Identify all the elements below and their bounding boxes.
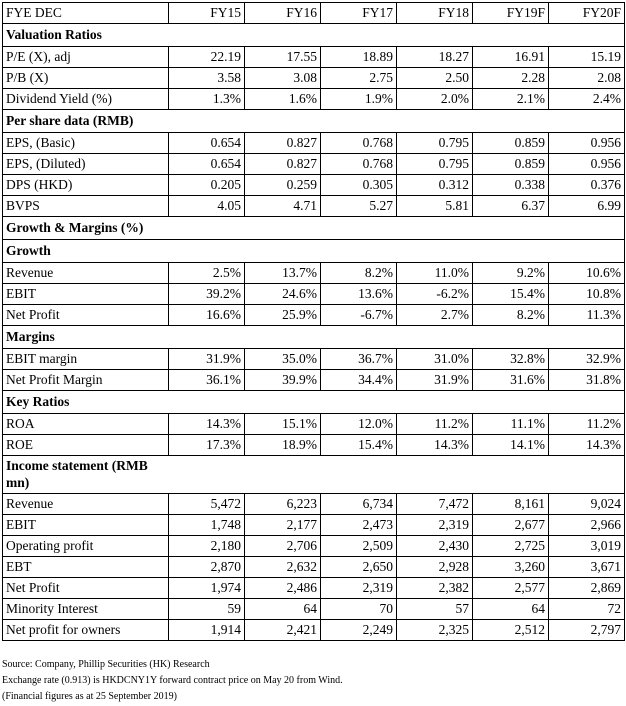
year-header: FY15 [169,3,245,24]
row-label: Net Profit [3,305,169,326]
section-header-row [3,217,625,240]
section-title: Growth [3,240,169,263]
section-blank-cell [169,326,245,349]
table-row [3,133,625,154]
value-cell: 10.8% [549,284,625,305]
footnotes [2,657,343,705]
section-blank-cell [397,456,473,494]
row-label: Revenue [3,494,169,515]
section-header-row [3,24,625,47]
table-row [3,89,625,110]
table-row [3,47,625,68]
year-header: FY18 [397,3,473,24]
value-cell: 18.9% [245,435,321,456]
value-cell: 2.28 [473,68,549,89]
value-cell: 2,509 [321,536,397,557]
value-cell: 6,734 [321,494,397,515]
value-cell: 2,421 [245,620,321,641]
value-cell: 0.827 [245,133,321,154]
value-cell: 70 [321,599,397,620]
value-cell: 0.859 [473,154,549,175]
table-row [3,515,625,536]
section-blank-cell [245,391,321,414]
financial-table-body [3,3,625,641]
value-cell: 0.259 [245,175,321,196]
value-cell: 31.6% [473,370,549,391]
value-cell: 2,632 [245,557,321,578]
value-cell: 3,671 [549,557,625,578]
value-cell: 6.99 [549,196,625,217]
value-cell: 5.27 [321,196,397,217]
table-row [3,414,625,435]
section-blank-cell [397,326,473,349]
value-cell: 2,430 [397,536,473,557]
row-label: P/E (X), adj [3,47,169,68]
year-header: FY17 [321,3,397,24]
financial-table [2,2,625,641]
value-cell: 8,161 [473,494,549,515]
header-row [3,3,625,24]
value-cell: 9.2% [473,263,549,284]
value-cell: 0.376 [549,175,625,196]
table-row [3,154,625,175]
fye-label: FYE DEC [3,3,169,24]
section-blank-cell [169,240,245,263]
row-label: ROE [3,435,169,456]
table-row [3,370,625,391]
section-blank-cell [397,240,473,263]
value-cell: 18.89 [321,47,397,68]
section-blank-cell [321,391,397,414]
row-label: Net Profit [3,578,169,599]
value-cell: 57 [397,599,473,620]
value-cell: 0.795 [397,154,473,175]
value-cell: 3.58 [169,68,245,89]
value-cell: 11.2% [549,414,625,435]
row-label: DPS (HKD) [3,175,169,196]
section-header-row [3,110,625,133]
value-cell: 15.4% [321,435,397,456]
row-label: EPS, (Basic) [3,133,169,154]
section-header-row [3,456,625,494]
section-blank-cell [473,240,549,263]
value-cell: 0.768 [321,154,397,175]
section-blank-cell [245,326,321,349]
value-cell: 10.6% [549,263,625,284]
section-blank-cell [473,391,549,414]
section-blank-cell [549,326,625,349]
table-row [3,599,625,620]
row-label: ROA [3,414,169,435]
value-cell: 2.50 [397,68,473,89]
value-cell: 2.0% [397,89,473,110]
value-cell: 8.2% [321,263,397,284]
value-cell: 36.1% [169,370,245,391]
value-cell: 2,725 [473,536,549,557]
table-row [3,305,625,326]
section-title: Per share data (RMB) [3,110,169,133]
value-cell: 0.305 [321,175,397,196]
section-blank-cell [321,326,397,349]
section-blank-cell [321,240,397,263]
section-title: Margins [3,326,169,349]
value-cell: 35.0% [245,349,321,370]
section-blank-cell [169,456,245,494]
value-cell: 2,966 [549,515,625,536]
table-row [3,175,625,196]
value-cell: 2,325 [397,620,473,641]
section-blank-cell [245,240,321,263]
section-blank-cell [321,24,397,47]
row-label: EBT [3,557,169,578]
table-row [3,557,625,578]
section-blank-cell [169,110,245,133]
value-cell: 6.37 [473,196,549,217]
section-title: Valuation Ratios [3,24,169,47]
value-cell: 2.1% [473,89,549,110]
value-cell: 34.4% [321,370,397,391]
value-cell: 22.19 [169,47,245,68]
row-label: Minority Interest [3,599,169,620]
row-label: Dividend Yield (%) [3,89,169,110]
value-cell: 2.7% [397,305,473,326]
value-cell: 72 [549,599,625,620]
value-cell: 1,914 [169,620,245,641]
value-cell: 0.956 [549,133,625,154]
value-cell: 11.1% [473,414,549,435]
value-cell: 2,677 [473,515,549,536]
section-blank-cell [245,110,321,133]
section-blank-cell [473,110,549,133]
value-cell: 0.795 [397,133,473,154]
section-blank-cell [473,24,549,47]
value-cell: 39.9% [245,370,321,391]
section-blank-cell [245,456,321,494]
value-cell: 16.91 [473,47,549,68]
table-row [3,435,625,456]
value-cell: 31.8% [549,370,625,391]
row-label: P/B (X) [3,68,169,89]
value-cell: 0.859 [473,133,549,154]
value-cell: 12.0% [321,414,397,435]
value-cell: 2,177 [245,515,321,536]
value-cell: 13.7% [245,263,321,284]
value-cell: 6,223 [245,494,321,515]
row-label: EBIT margin [3,349,169,370]
section-blank-cell [321,110,397,133]
section-blank-cell [169,24,245,47]
value-cell: 17.3% [169,435,245,456]
value-cell: 0.827 [245,154,321,175]
value-cell: 5,472 [169,494,245,515]
value-cell: 2,180 [169,536,245,557]
value-cell: 0.205 [169,175,245,196]
value-cell: 11.3% [549,305,625,326]
value-cell: 2,382 [397,578,473,599]
value-cell: 25.9% [245,305,321,326]
source-note: Source: Company, Phillip Securities (HK) Research [2,659,210,670]
row-label: Net Profit Margin [3,370,169,391]
row-label: EBIT [3,515,169,536]
section-blank-cell [321,217,397,240]
section-blank-cell [473,326,549,349]
value-cell: 11.2% [397,414,473,435]
section-blank-cell [549,217,625,240]
section-blank-cell [169,217,245,240]
value-cell: 4.05 [169,196,245,217]
value-cell: 13.6% [321,284,397,305]
table-row [3,536,625,557]
value-cell: 0.654 [169,133,245,154]
value-cell: 5.81 [397,196,473,217]
value-cell: 0.312 [397,175,473,196]
value-cell: 1,748 [169,515,245,536]
value-cell: 16.6% [169,305,245,326]
table-row [3,494,625,515]
value-cell: 14.3% [397,435,473,456]
row-label: EPS, (Diluted) [3,154,169,175]
exchange-rate-note: Exchange rate (0.913) is HKDCNY1Y forward contract price on May 20 from Wind. [2,675,343,686]
value-cell: 15.4% [473,284,549,305]
value-cell: 2,928 [397,557,473,578]
row-label: BVPS [3,196,169,217]
value-cell: 31.0% [397,349,473,370]
value-cell: 2,249 [321,620,397,641]
value-cell: 64 [245,599,321,620]
section-blank-cell [321,456,397,494]
value-cell: 1.6% [245,89,321,110]
table-row [3,196,625,217]
value-cell: 1,974 [169,578,245,599]
year-header: FY19F [473,3,549,24]
table-row [3,284,625,305]
table-row [3,263,625,284]
section-blank-cell [549,391,625,414]
section-title: Growth & Margins (%) [3,217,169,240]
value-cell: 39.2% [169,284,245,305]
value-cell: 59 [169,599,245,620]
value-cell: 2,869 [549,578,625,599]
section-header-row [3,240,625,263]
value-cell: 14.1% [473,435,549,456]
value-cell: 1.3% [169,89,245,110]
value-cell: 2,797 [549,620,625,641]
as-of-note: (Financial figures as at 25 September 2019) [2,691,177,702]
section-blank-cell [245,24,321,47]
value-cell: 36.7% [321,349,397,370]
value-cell: 2.08 [549,68,625,89]
section-blank-cell [549,456,625,494]
value-cell: 2,577 [473,578,549,599]
section-blank-cell [473,217,549,240]
value-cell: 14.3% [549,435,625,456]
value-cell: 64 [473,599,549,620]
value-cell: -6.2% [397,284,473,305]
value-cell: -6.7% [321,305,397,326]
section-blank-cell [549,24,625,47]
value-cell: 17.55 [245,47,321,68]
section-header-row [3,391,625,414]
value-cell: 2,512 [473,620,549,641]
row-label: Operating profit [3,536,169,557]
value-cell: 31.9% [169,349,245,370]
table-row [3,578,625,599]
value-cell: 2,870 [169,557,245,578]
value-cell: 32.9% [549,349,625,370]
value-cell: 0.654 [169,154,245,175]
table-row [3,349,625,370]
value-cell: 24.6% [245,284,321,305]
value-cell: 3,019 [549,536,625,557]
section-title: Key Ratios [3,391,169,414]
section-blank-cell [397,24,473,47]
row-label: Revenue [3,263,169,284]
value-cell: 2,319 [397,515,473,536]
section-blank-cell [397,391,473,414]
value-cell: 1.9% [321,89,397,110]
value-cell: 0.956 [549,154,625,175]
value-cell: 2,486 [245,578,321,599]
value-cell: 15.1% [245,414,321,435]
value-cell: 2,706 [245,536,321,557]
value-cell: 0.768 [321,133,397,154]
table-row [3,620,625,641]
section-title: Income statement (RMB mn) [3,456,169,494]
value-cell: 3,260 [473,557,549,578]
year-header: FY20F [549,3,625,24]
value-cell: 11.0% [397,263,473,284]
value-cell: 14.3% [169,414,245,435]
value-cell: 9,024 [549,494,625,515]
value-cell: 2,319 [321,578,397,599]
value-cell: 2.4% [549,89,625,110]
row-label: EBIT [3,284,169,305]
value-cell: 18.27 [397,47,473,68]
value-cell: 8.2% [473,305,549,326]
table-row [3,68,625,89]
section-blank-cell [169,391,245,414]
value-cell: 15.19 [549,47,625,68]
value-cell: 7,472 [397,494,473,515]
section-blank-cell [245,217,321,240]
section-blank-cell [397,217,473,240]
section-header-row [3,326,625,349]
value-cell: 2,650 [321,557,397,578]
value-cell: 4.71 [245,196,321,217]
value-cell: 0.338 [473,175,549,196]
value-cell: 2.5% [169,263,245,284]
value-cell: 2.75 [321,68,397,89]
section-blank-cell [397,110,473,133]
value-cell: 3.08 [245,68,321,89]
row-label: Net profit for owners [3,620,169,641]
year-header: FY16 [245,3,321,24]
section-blank-cell [549,110,625,133]
value-cell: 31.9% [397,370,473,391]
section-blank-cell [549,240,625,263]
value-cell: 2,473 [321,515,397,536]
value-cell: 32.8% [473,349,549,370]
section-blank-cell [473,456,549,494]
